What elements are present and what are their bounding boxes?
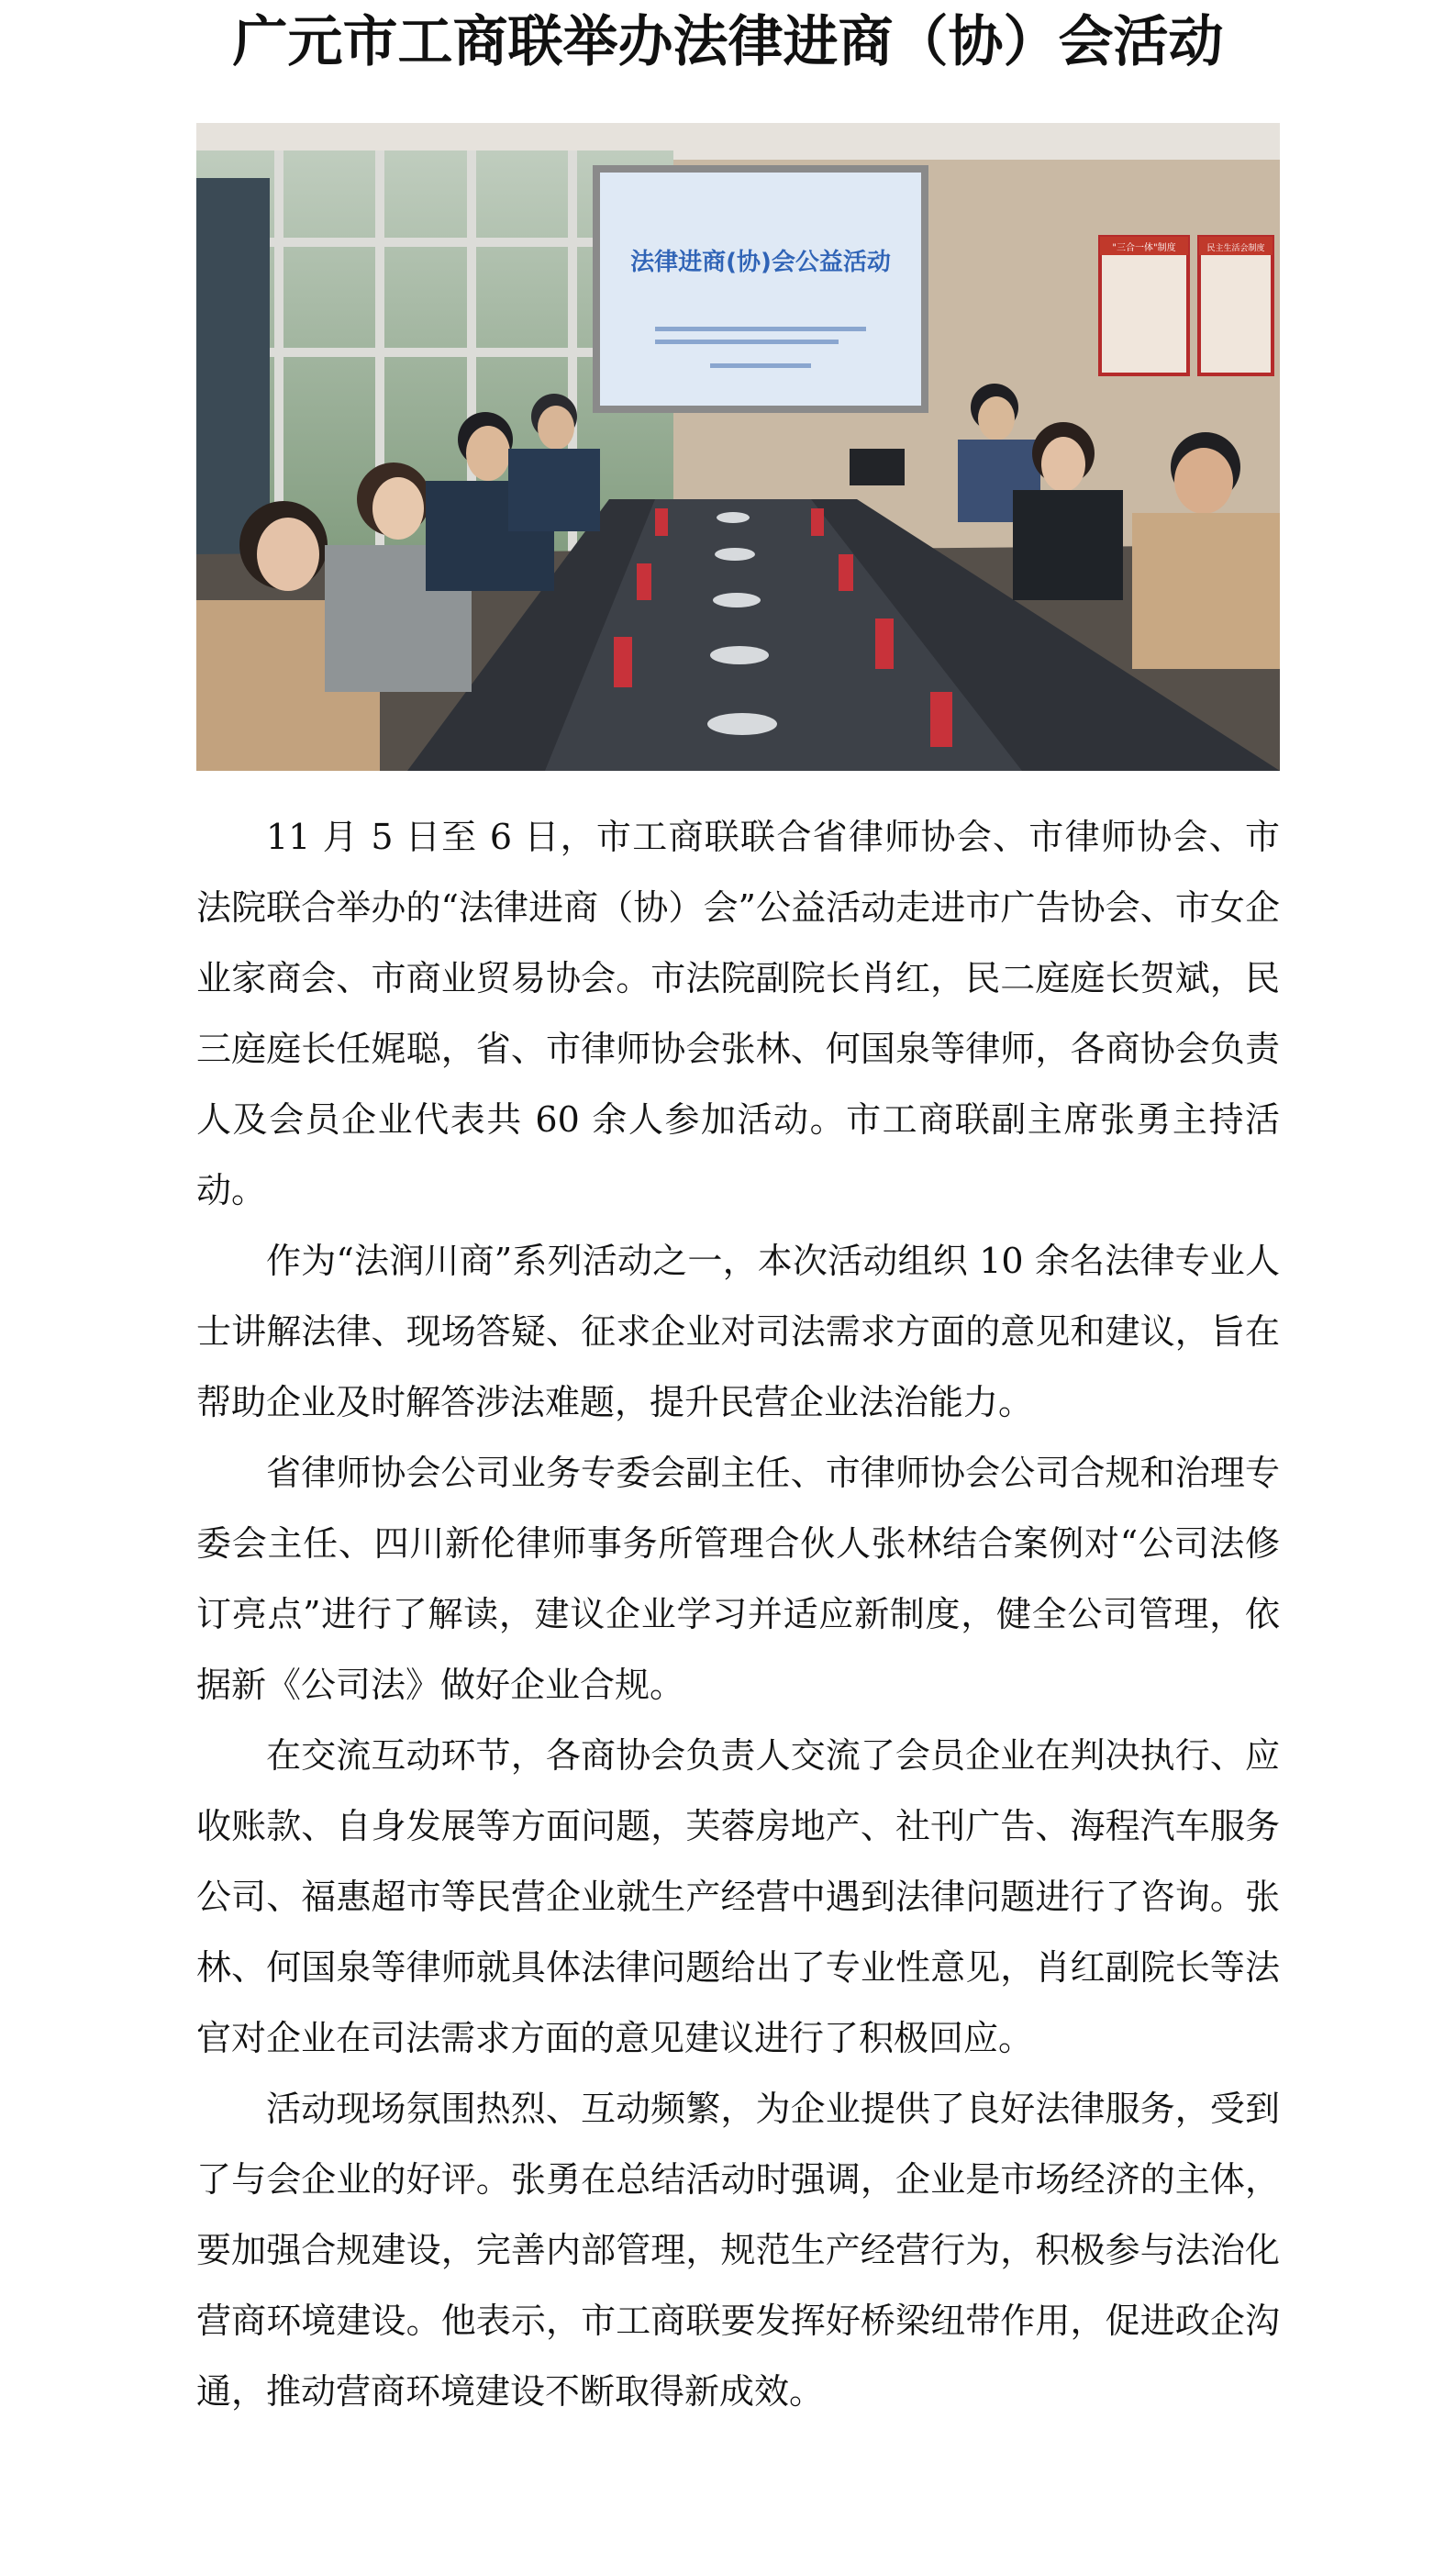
screen-title-text: 法律进商(协)会公益活动 xyxy=(630,249,891,276)
wall-board-left xyxy=(1100,237,1188,374)
article-paragraph-2: 作为“法润川商”系列活动之一，本次活动组织 10 余名法律专业人士讲解法律、现场答疑、征求企业对司法需求方面的意见和建议，旨在帮助企业及时解答涉法难题，提升民营企业法治能力。 xyxy=(196,1241,1280,1422)
meeting-photo xyxy=(196,123,1280,771)
wall-board-right xyxy=(1199,237,1273,374)
article-paragraph-4: 在交流互动环节，各商协会负责人交流了会员企业在判决执行、应收账款、自身发展等方面问题，芙蓉房地产、社刊广告、海程汽车服务公司、福惠超市等民营企业就生产经营中遇到法律问题进行了咨询。张林、何国泉等律师就具体法律问题给出了专业性意见，肖红副院长等法官对企业在司法需求方面的意见建议进行了积极回应。 xyxy=(196,1735,1280,2058)
wall-board-right-title: 民主生活会制度 xyxy=(1206,244,1265,253)
projection-screen xyxy=(600,173,921,406)
article-title: 广元市工商联举办法律进商（协）会活动 xyxy=(232,10,1224,74)
article-paragraph-1: 11 月 5 日至 6 日，市工商联联合省律师协会、市律师协会、市法院联合举办的“法律进商（协）会”公益活动走进市广告协会、市女企业家商会、市商业贸易协会。市法院副院长肖红，民二庭庭长贺斌，民三庭庭长任娓聪，省、市律师协会张林、何国泉等律师，各商协会负责人及会员企业代表共 60 余人参加活动。市工商联副主席张勇主持活动。 xyxy=(196,817,1280,1210)
article-paragraph-3: 省律师协会公司业务专委会副主任、市律师协会公司合规和治理专委会主任、四川新伦律师事务所管理合伙人张林结合案例对“公司法修订亮点”进行了解读，建议企业学习并适应新制度，健全公司管理，依据新《公司法》做好企业合规。 xyxy=(196,1453,1280,1705)
article-paragraph-5: 活动现场氛围热烈、互动频繁，为企业提供了良好法律服务，受到了与会企业的好评。张勇在总结活动时强调，企业是市场经济的主体，要加强合规建设，完善内部管理，规范生产经营行为，积极参与法治化营商环境建设。他表示，市工商联要发挥好桥梁纽带作用，促进政企沟通，推动营商环境建设不断取得新成效。 xyxy=(196,2089,1280,2412)
meeting-photo-illustration xyxy=(196,123,1280,771)
article-body xyxy=(196,802,1280,2427)
wall-board-left-title: "三合一体"制度 xyxy=(1112,243,1176,253)
laptop xyxy=(850,449,905,485)
